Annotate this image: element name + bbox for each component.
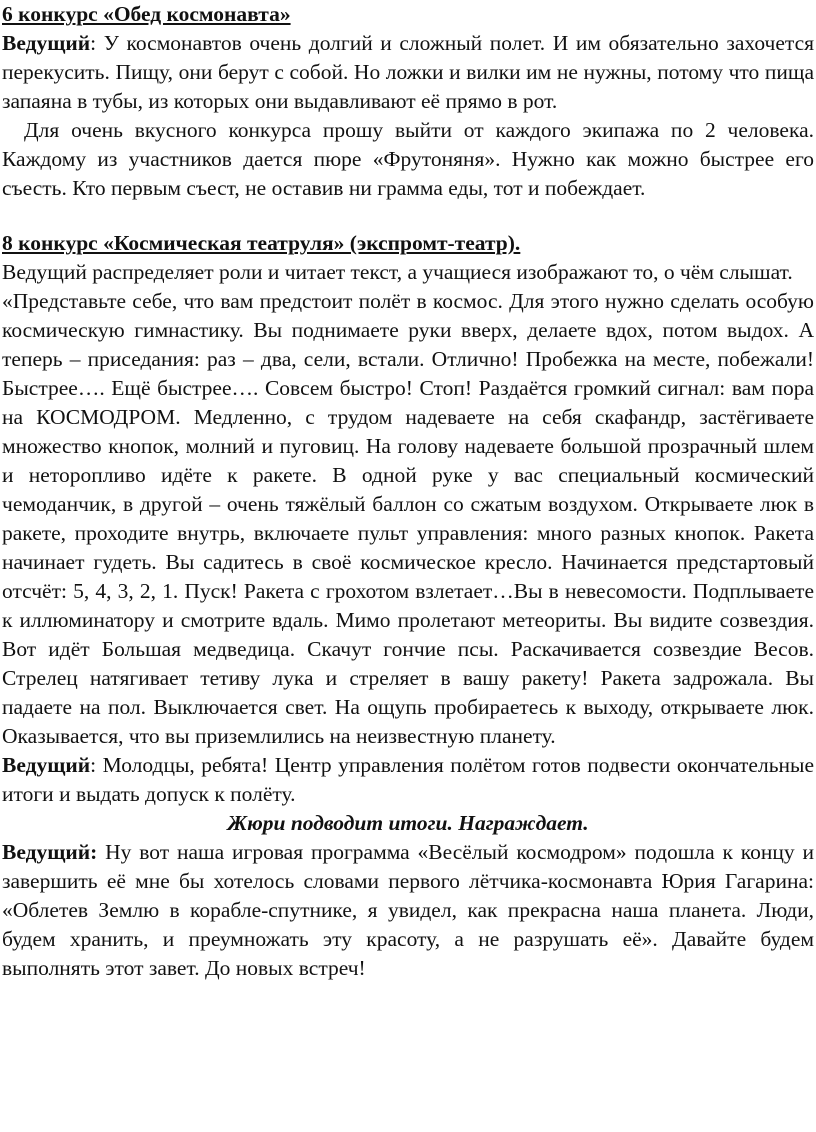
section-8-host-paragraph (2, 751, 814, 809)
final-host-paragraph (2, 838, 814, 983)
host-label: Ведущий (2, 753, 91, 777)
host-text: : Молодцы, ребята! Центр управления полётом готов подвести окончательные итоги и выдать допуск к полёту. (2, 753, 814, 806)
section-8-story-paragraph: «Представьте себе, что вам предстоит полёт в космос. Для этого нужно сделать особую космическую гимнастику. Вы поднимаете руки вверх, делаете вдох, потом выдох. А теперь – приседания: раз – два, сели, встали. Отлично! Пробежка на месте, побежали! Быстрее…. Ещё быстрее…. Совсем быстро! Стоп! Раздаётся громкий сигнал: вам пора на КОСМОДРОМ. Медленно, с трудом надеваете на себя скафандр, застёгиваете множество кнопок, молний и пуговиц. На голову надеваете большой прозрачный шлем и неторопливо идёте к ракете. В одной руке у вас специальный космический чемоданчик, в другой – очень тяжёлый баллон со сжатым воздухом. Открываете люк в ракете, проходите внутрь, включаете пульт управления: много разных кнопок. Ракета начинает гудеть. Вы садитесь в своё космическое кресло. Начинается предстартовый отсчёт: 5, 4, 3, 2, 1. Пуск! Ракета с грохотом взлетает…Вы в невесомости. Подплываете к иллюминатору и смотрите вдаль. Мимо пролетают метеориты. Вы видите созвездия. Вот идёт Большая медведица. Скачут гончие псы. Раскачивается созвездие Весов. Стрелец натягивает тетиву лука и стреляет в вашу ракету! Ракета задрожала. Вы падаете на пол. Выключается свет. На ощупь пробираетесь к выходу, открываете люк. Оказывается, что вы приземлились на неизвестную планету. (2, 289, 814, 748)
host-text: : У космонавтов очень долгий и сложный полет. И им обязательно захочется перекусить. Пищу, они берут с собой. Но ложки и вилки им не нужны, потому что пища запаяна в тубы, из которых они выдавливают её прямо в рот. (2, 31, 814, 113)
jury-line: Жюри подводит итоги. Награждает. (227, 811, 589, 835)
section-8-heading: 8 конкурс «Космическая театруля» (экспромт-театр). (2, 231, 521, 255)
final-host-label: Ведущий: (2, 840, 98, 864)
section-6-rules-paragraph: Для очень вкусного конкурса прошу выйти от каждого экипажа по 2 человека. Каждому из участников дается пюре «Фрутоняня». Нужно как можно быстрее его съесть. Кто первым съест, не оставив ни грамма еды, тот и побеждает. (2, 118, 814, 200)
final-host-text: Ну вот наша игровая программа «Весёлый космодром» подошла к концу и завершить её мне бы хотелось словами первого лётчика-космонавта Юрия Гагарина: «Облетев Землю в корабле-спутнике, я увидел, как прекрасна наша планета. Люди, будем хранить, и преумножать эту красоту, а не разрушать её». Давайте будем выполнять этот завет. До новых встреч! (2, 840, 814, 980)
section-8-intro-paragraph: Ведущий распределяет роли и читает текст, а учащиеся изображают то, о чём слышат. (2, 260, 793, 284)
section-spacer (2, 203, 814, 229)
host-label: Ведущий (2, 31, 91, 55)
section-6-heading: 6 конкурс «Обед космонавта» (2, 2, 291, 26)
section-6-host-paragraph (2, 29, 814, 116)
